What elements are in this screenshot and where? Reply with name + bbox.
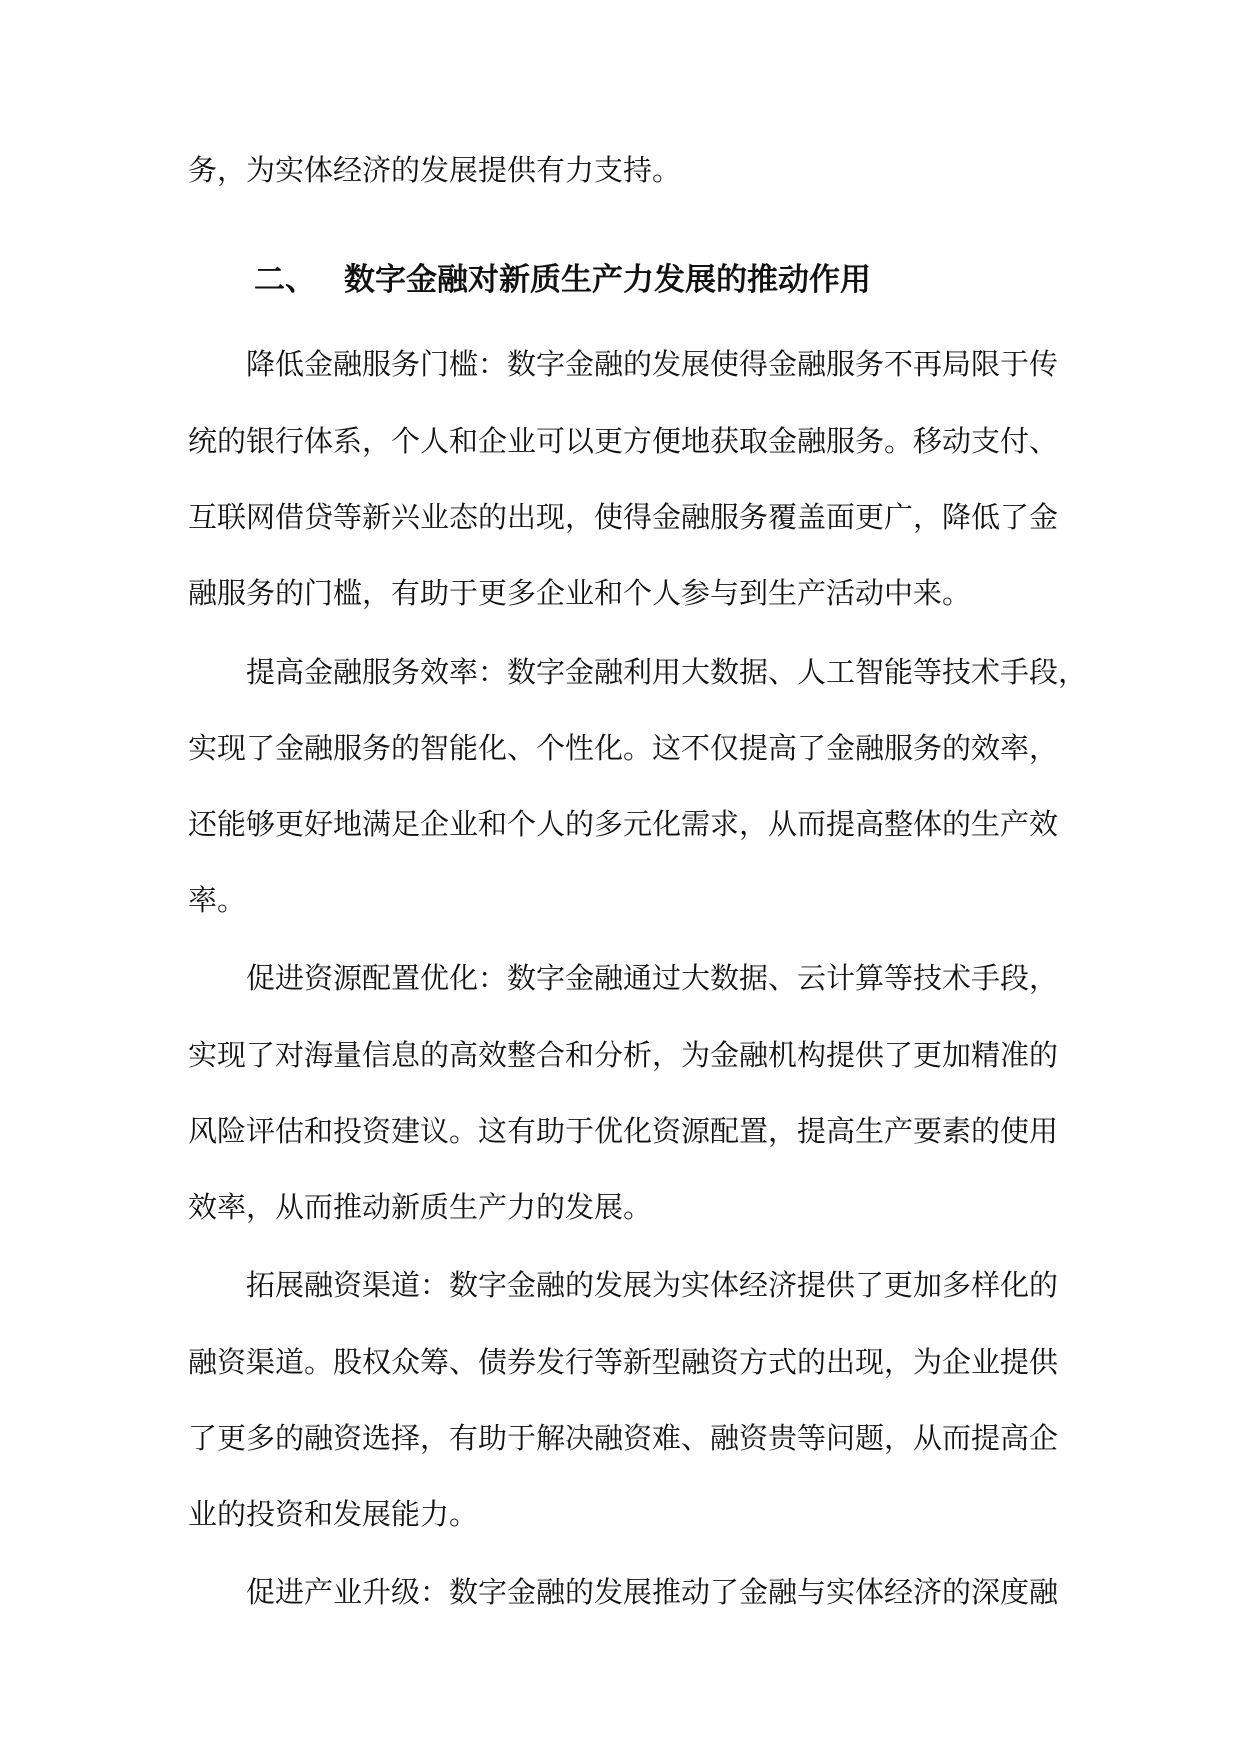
section-title: 数字金融对新质生产力发展的推动作用: [344, 262, 871, 298]
paragraph-1-line-1: 降低金融服务门槛：数字金融的发展使得金融服务不再局限于传: [246, 347, 1059, 381]
paragraph-2-line-2: 实现了金融服务的智能化、个性化。这不仅提高了金融服务的效率，: [188, 731, 1059, 765]
paragraph-3-line-4: 效率，从而推动新质生产力的发展。: [188, 1190, 653, 1224]
paragraph-3-line-3: 风险评估和投资建议。这有助于优化资源配置，提高生产要素的使用: [188, 1114, 1059, 1148]
paragraph-3-line-1: 促进资源配置优化：数字金融通过大数据、云计算等技术手段，: [246, 961, 1059, 995]
paragraph-3-line-2: 实现了对海量信息的高效整合和分析，为金融机构提供了更加精准的: [188, 1038, 1059, 1072]
paragraph-2-line-3: 还能够更好地满足企业和个人的多元化需求，从而提高整体的生产效: [188, 807, 1059, 841]
paragraph-4-line-2: 融资渠道。股权众筹、债券发行等新型融资方式的出现，为企业提供: [188, 1345, 1059, 1379]
section-number: 二、: [254, 262, 316, 298]
paragraph-1-line-3: 互联网借贷等新兴业态的出现，使得金融服务覆盖面更广，降低了金: [188, 500, 1059, 534]
paragraph-4-line-1: 拓展融资渠道：数字金融的发展为实体经济提供了更加多样化的: [246, 1268, 1059, 1302]
paragraph-5-line-1: 促进产业升级：数字金融的发展推动了金融与实体经济的深度融: [246, 1575, 1059, 1609]
text-line-continuation: 务，为实体经济的发展提供有力支持。: [188, 153, 682, 187]
paragraph-1-line-2: 统的银行体系，个人和企业可以更方便地获取金融服务。移动支付、: [188, 424, 1059, 458]
paragraph-2-line-1: 提高金融服务效率：数字金融利用大数据、人工智能等技术手段，: [246, 655, 1088, 689]
paragraph-1-line-4: 融服务的门槛，有助于更多企业和个人参与到生产活动中来。: [188, 576, 972, 610]
section-heading: [254, 258, 871, 302]
paragraph-2-line-4: 率。: [188, 883, 247, 917]
paragraph-4-line-3: 了更多的融资选择，有助于解决融资难、融资贵等问题，从而提高企: [188, 1421, 1059, 1455]
paragraph-4-line-4: 业的投资和发展能力。: [188, 1497, 479, 1531]
